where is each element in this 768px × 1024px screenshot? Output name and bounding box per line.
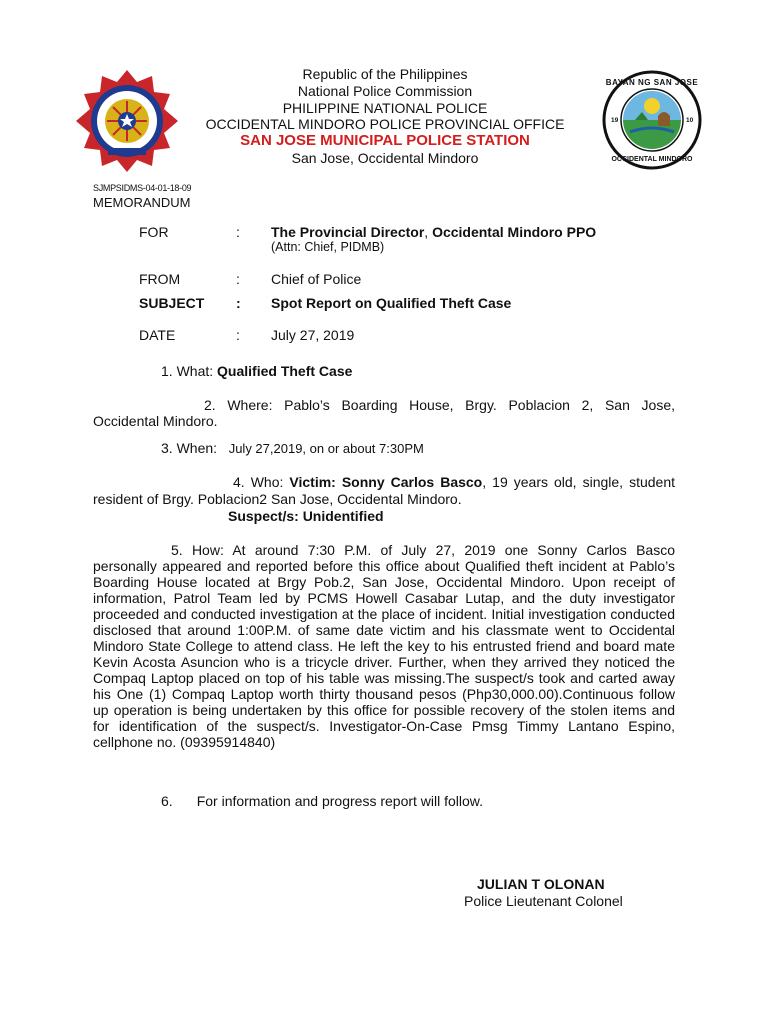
header-line-republic: Republic of the Philippines xyxy=(302,66,468,82)
signatory-name: JULIAN T OLONAN xyxy=(477,876,605,892)
from-label: FROM xyxy=(139,271,181,287)
date-colon: : xyxy=(236,327,240,343)
field-from xyxy=(139,271,659,287)
for-value: The Provincial Director, Occidental Mindoro PPO xyxy=(271,224,597,240)
paragraph-what: 1. What: Qualified Theft Case xyxy=(161,363,353,379)
header-line-station: SAN JOSE MUNICIPAL POLICE STATION xyxy=(240,132,530,149)
subject-label: SUBJECT xyxy=(139,295,205,311)
header-line-location: San Jose, Occidental Mindoro xyxy=(291,150,479,166)
paragraph-who: 4. Who: Victim: Sonny Carlos Basco, 19 years old, single, student resident of Brgy. Poblacion2 San Jose, Occidental Mindoro. Suspect/s: Unidentified xyxy=(93,474,676,524)
paragraph-how: 5. How: At around 7:30 P.M. of July 27, 2019 one Sonny Carlos Basco personally appeared and reported before this office about Qualified theft incident at Pablo’s Boarding House located at Brgy Pob.2, San Jose, Occidental Mindoro. Upon receipt of information, Patrol Team led by PCMS Howell Casabar Lutap, and the duty investigator proceeded and conducted investigation at the place of incident. Initial investigation conducted disclosed that around 1:00P.M. of same date victim and his classmate went to Occidental Mindoro State College to attend class. He left the key to his entrusted friend and board mate Kevin Acosta Asuncion who is a tricycle driver. Further, when they arrived they noticed the Compaq Laptop placed on top of his table was missing.The suspect/s took and carted away his One (1) Compaq Laptop worth thirty thousand pesos (Php30,000.00).Continuous follow up operation is being undertaken by this office for possible recovery of the stolen items and for identification of the suspect/s. Investigator-On-Case Pmsg Timmy Lantano Espino, cellphone no. (09395914840) xyxy=(93,542,675,750)
for-colon: : xyxy=(236,224,240,240)
for-label: FOR xyxy=(139,224,169,240)
header-line-napolcom: National Police Commission xyxy=(297,83,473,99)
paragraph-where: 2. Where: Pablo’s Boarding House, Brgy. Poblacion 2, San Jose, Occidental Mindoro. xyxy=(93,397,675,429)
reference-number: SJMPSIDMS-04-01-18-09 xyxy=(93,183,192,193)
field-for xyxy=(139,224,659,260)
document-type: MEMORANDUM xyxy=(93,195,191,210)
subject-colon: : xyxy=(236,295,241,311)
signatory-title: Police Lieutenant Colonel xyxy=(464,893,623,909)
header-line-provincial-office: OCCIDENTAL MINDORO POLICE PROVINCIAL OFFICE xyxy=(205,116,565,132)
svg-text:10: 10 xyxy=(686,117,694,124)
field-subject xyxy=(139,295,659,311)
paragraph-closing: 6. For information and progress report will follow. xyxy=(161,793,484,809)
for-attn: (Attn: Chief, PIDMB) xyxy=(271,240,385,254)
svg-text:19: 19 xyxy=(611,117,619,124)
date-value: July 27, 2019 xyxy=(271,327,355,343)
right-seal-text-top: BAYAN NG SAN JOSE xyxy=(605,78,699,87)
from-colon: : xyxy=(236,271,240,287)
right-seal-text-bottom: OCCIDENTAL MINDORO xyxy=(611,156,693,163)
field-date xyxy=(139,327,659,343)
from-value: Chief of Police xyxy=(271,271,362,287)
date-label: DATE xyxy=(139,327,176,343)
subject-value: Spot Report on Qualified Theft Case xyxy=(271,295,512,311)
paragraph-when: 3. When: July 27,2019, on or about 7:30PM xyxy=(161,440,424,456)
header-line-pnp: PHILIPPINE NATIONAL POLICE xyxy=(282,100,488,116)
